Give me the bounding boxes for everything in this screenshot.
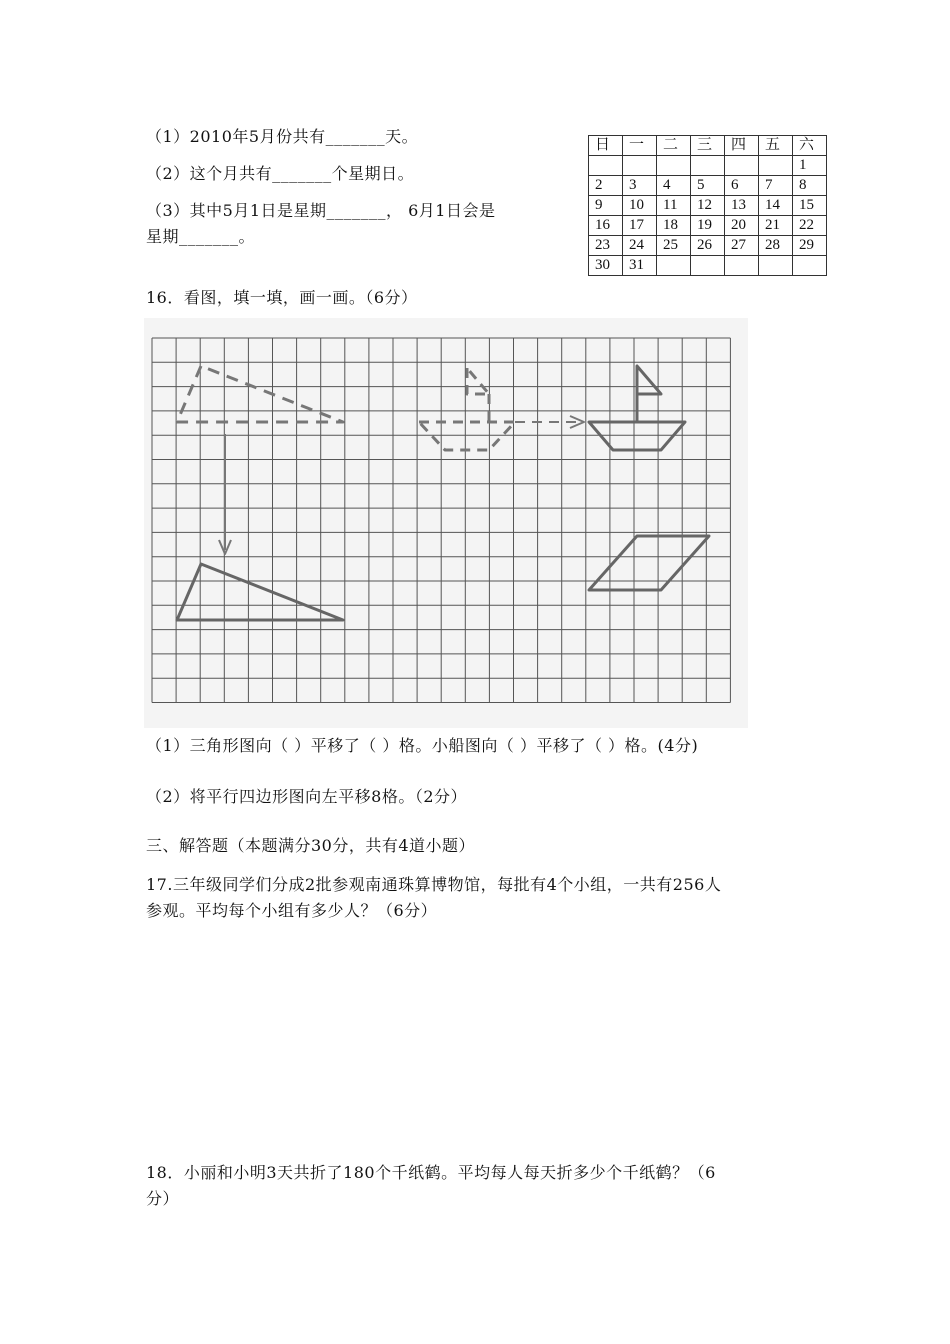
calendar-header-sun: 日 (589, 136, 623, 156)
calendar-day-cell: 29 (793, 236, 827, 256)
calendar-day-cell (691, 256, 725, 276)
calendar-week-row (589, 196, 827, 216)
calendar-day-cell (623, 156, 657, 176)
calendar-day-cell: 6 (725, 176, 759, 196)
calendar-day-cell (657, 256, 691, 276)
calendar-body (589, 156, 827, 276)
calendar-day-cell: 3 (623, 176, 657, 196)
q17-line1: 17.三年级同学们分成2批参观南通珠算博物馆，每批有4个小组，一共有256人 (146, 875, 722, 894)
q15-line3b: 星期_______。 (146, 227, 256, 246)
translation-grid-figure (144, 318, 748, 728)
calendar-day-cell (725, 156, 759, 176)
calendar-day-cell: 31 (623, 256, 657, 276)
calendar-day-cell: 5 (691, 176, 725, 196)
calendar-day-cell: 18 (657, 216, 691, 236)
q15-line1: （1）2010年5月份共有_______天。 (146, 127, 419, 146)
calendar-day-cell: 20 (725, 216, 759, 236)
calendar-day-cell: 11 (657, 196, 691, 216)
calendar-day-cell: 26 (691, 236, 725, 256)
calendar-day-cell: 27 (725, 236, 759, 256)
calendar-header-fri: 五 (759, 136, 793, 156)
q17-line2: 参观。平均每个小组有多少人？（6分） (146, 901, 438, 920)
calendar-week-row (589, 216, 827, 236)
calendar-day-cell: 16 (589, 216, 623, 236)
calendar-day-cell: 7 (759, 176, 793, 196)
calendar-day-cell: 10 (623, 196, 657, 216)
calendar-day-cell: 15 (793, 196, 827, 216)
calendar-day-cell (759, 256, 793, 276)
q16-title: 16．看图，填一填，画一画。（6分） (146, 288, 418, 307)
calendar-week-row (589, 156, 827, 176)
calendar-day-cell (691, 156, 725, 176)
calendar-day-cell: 21 (759, 216, 793, 236)
q18-line2: 分） (146, 1189, 180, 1208)
calendar-day-cell (759, 156, 793, 176)
calendar-day-cell (657, 156, 691, 176)
calendar-day-cell: 13 (725, 196, 759, 216)
calendar-week-row (589, 256, 827, 276)
calendar-day-cell: 24 (623, 236, 657, 256)
q18-line1: 18．小丽和小明3天共折了180个千纸鹤。平均每人每天折多少个千纸鹤？（6 (146, 1163, 716, 1182)
calendar-header-tue: 二 (657, 136, 691, 156)
calendar-day-cell: 9 (589, 196, 623, 216)
calendar-day-cell: 8 (793, 176, 827, 196)
calendar-day-cell: 25 (657, 236, 691, 256)
calendar-day-cell: 1 (793, 156, 827, 176)
q15-line2: （2）这个月共有_______个星期日。 (146, 164, 415, 183)
may-calendar (588, 135, 827, 276)
calendar-day-cell: 2 (589, 176, 623, 196)
calendar-header-wed: 三 (691, 136, 725, 156)
calendar-week-row (589, 236, 827, 256)
calendar-header-row (589, 136, 827, 156)
calendar-day-cell: 12 (691, 196, 725, 216)
calendar-day-cell: 23 (589, 236, 623, 256)
calendar-day-cell: 17 (623, 216, 657, 236)
calendar-day-cell: 14 (759, 196, 793, 216)
calendar-header-mon: 一 (623, 136, 657, 156)
calendar-day-cell: 30 (589, 256, 623, 276)
calendar-week-row (589, 176, 827, 196)
q16-sub1: （1）三角形图向（ ）平移了（ ）格。小船图向（ ）平移了（ ）格。(4分) (146, 736, 699, 755)
calendar-day-cell (793, 256, 827, 276)
calendar-day-cell (725, 256, 759, 276)
calendar-header-thu: 四 (725, 136, 759, 156)
calendar-header-sat: 六 (793, 136, 827, 156)
calendar-day-cell: 19 (691, 216, 725, 236)
section3-title: 三、解答题（本题满分30分，共有4道小题） (146, 836, 476, 855)
calendar-day-cell: 4 (657, 176, 691, 196)
calendar-day-cell: 28 (759, 236, 793, 256)
calendar-day-cell: 22 (793, 216, 827, 236)
q16-sub2: （2）将平行四边形图向左平移8格。（2分） (146, 787, 468, 806)
calendar-day-cell (589, 156, 623, 176)
q15-line3a: （3）其中5月1日是星期_______， 6月1日会是 (146, 201, 496, 220)
